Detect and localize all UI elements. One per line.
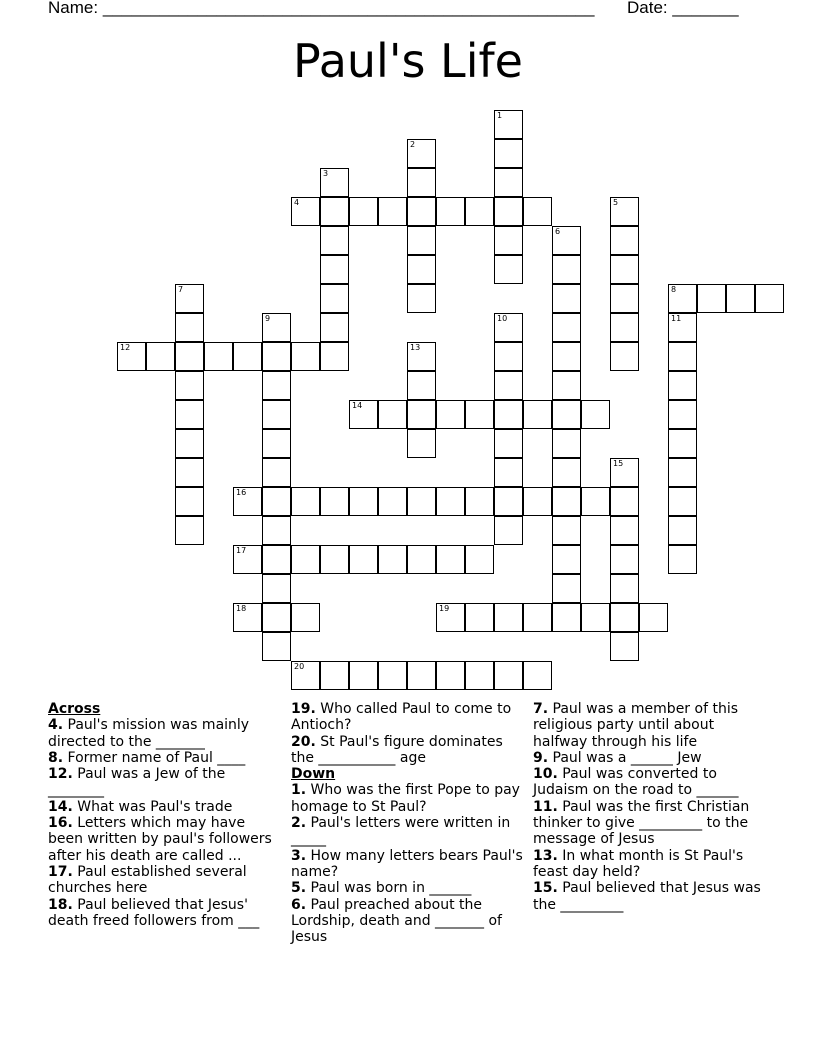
grid-cell[interactable] <box>494 487 523 516</box>
clue-item-number: 2. <box>291 815 307 832</box>
grid-cell[interactable] <box>175 284 204 313</box>
grid-cell[interactable] <box>610 545 639 574</box>
grid-cell[interactable] <box>581 487 610 516</box>
grid-cell[interactable] <box>175 342 204 371</box>
grid-cell[interactable] <box>639 603 668 632</box>
clue-item <box>533 750 769 766</box>
clue-number: 2 <box>410 140 416 149</box>
grid-cell[interactable] <box>407 168 436 197</box>
grid-cell[interactable] <box>668 545 697 574</box>
grid-cell[interactable] <box>465 197 494 226</box>
clue-item <box>291 880 527 896</box>
clue-number: 8 <box>671 285 677 294</box>
clue-item-text: Paul believed that Jesus' death freed followers from ___ <box>48 896 260 929</box>
grid-cell[interactable] <box>175 487 204 516</box>
grid-cell[interactable] <box>668 516 697 545</box>
grid-cell[interactable] <box>291 545 320 574</box>
grid-cell[interactable] <box>320 255 349 284</box>
grid-cell[interactable] <box>697 284 726 313</box>
grid-cell[interactable] <box>262 487 291 516</box>
grid-cell[interactable] <box>552 429 581 458</box>
grid-cell[interactable] <box>262 400 291 429</box>
grid-cell[interactable] <box>407 661 436 690</box>
grid-cell[interactable] <box>494 342 523 371</box>
clue-item-number: 14. <box>48 798 73 815</box>
grid-cell[interactable] <box>668 429 697 458</box>
grid-cell[interactable] <box>407 226 436 255</box>
grid-cell[interactable] <box>262 342 291 371</box>
grid-cell[interactable] <box>291 661 320 690</box>
page-title: Paul's Life <box>293 34 523 88</box>
clue-item-number: 10. <box>533 766 558 783</box>
grid-cell[interactable] <box>233 342 262 371</box>
grid-cell[interactable] <box>552 284 581 313</box>
clue-item-number: 6. <box>291 896 307 913</box>
grid-cell[interactable] <box>349 400 378 429</box>
grid-cell[interactable] <box>204 342 233 371</box>
grid-cell[interactable] <box>552 487 581 516</box>
grid-cell[interactable] <box>407 429 436 458</box>
grid-cell[interactable] <box>610 197 639 226</box>
grid-cell[interactable] <box>494 661 523 690</box>
grid-cell[interactable] <box>407 545 436 574</box>
grid-cell[interactable] <box>407 400 436 429</box>
name-line[interactable]: ____________________________________________________ <box>102 0 595 17</box>
clue-number: 20 <box>294 662 305 671</box>
grid-cell[interactable] <box>494 226 523 255</box>
grid-cell[interactable] <box>378 661 407 690</box>
grid-cell[interactable] <box>436 603 465 632</box>
grid-cell[interactable] <box>349 487 378 516</box>
clue-number: 3 <box>323 169 329 178</box>
clue-item-number: 7. <box>533 701 549 717</box>
grid-cell[interactable] <box>465 487 494 516</box>
grid-cell[interactable] <box>610 487 639 516</box>
clue-item-text: Paul was a ______ Jew <box>548 749 702 766</box>
clue-item-text: Paul established several churches here <box>48 863 247 897</box>
grid-cell[interactable] <box>117 342 146 371</box>
grid-cell[interactable] <box>291 342 320 371</box>
clue-item-text: Paul's mission was mainly directed to the _______ <box>48 717 250 750</box>
clue-item <box>291 815 527 848</box>
clue-item <box>48 766 284 799</box>
clue-number: 5 <box>613 198 619 207</box>
grid-cell[interactable] <box>407 197 436 226</box>
clue-item <box>48 750 284 766</box>
clue-item-text: Paul was born in ______ <box>306 880 472 897</box>
clue-number: 12 <box>120 343 131 352</box>
grid-cell[interactable] <box>262 313 291 342</box>
clue-item <box>48 815 284 864</box>
grid-cell[interactable] <box>610 342 639 371</box>
date-label: Date: <box>627 0 668 17</box>
grid-cell[interactable] <box>552 313 581 342</box>
grid-cell[interactable] <box>436 400 465 429</box>
grid-cell[interactable] <box>523 661 552 690</box>
grid-cell[interactable] <box>494 139 523 168</box>
grid-cell[interactable] <box>494 110 523 139</box>
clue-item-text: Paul was converted to Judaism on the road to ______ <box>533 766 739 799</box>
clue-item-text: Paul was the first Christian thinker to give _________ to the message of Jesus <box>533 798 750 848</box>
clue-item-text: Former name of Paul ____ <box>63 749 246 766</box>
grid-cell[interactable] <box>262 545 291 574</box>
grid-cell[interactable] <box>320 168 349 197</box>
clue-item-text: Who was the first Pope to pay homage to St Paul? <box>291 782 520 815</box>
grid-cell[interactable] <box>320 487 349 516</box>
clue-number: 11 <box>671 314 682 323</box>
grid-cell[interactable] <box>523 487 552 516</box>
grid-cell[interactable] <box>465 603 494 632</box>
grid-cell[interactable] <box>262 632 291 661</box>
grid-cell[interactable] <box>175 516 204 545</box>
grid-cell[interactable] <box>262 603 291 632</box>
clue-item <box>48 897 284 930</box>
grid-cell[interactable] <box>552 255 581 284</box>
clue-item-number: 19. <box>291 701 316 717</box>
grid-cell[interactable] <box>552 226 581 255</box>
grid-cell[interactable] <box>291 603 320 632</box>
clue-item <box>533 848 769 881</box>
clue-number: 9 <box>265 314 271 323</box>
grid-cell[interactable] <box>291 197 320 226</box>
grid-cell[interactable] <box>610 516 639 545</box>
grid-cell[interactable] <box>552 400 581 429</box>
grid-cell[interactable] <box>581 400 610 429</box>
clue-item <box>291 848 527 881</box>
clue-item-number: 9. <box>533 749 549 766</box>
grid-cell[interactable] <box>320 226 349 255</box>
clue-item <box>291 782 527 815</box>
grid-cell[interactable] <box>349 197 378 226</box>
grid-cell[interactable] <box>668 371 697 400</box>
clue-item-text: Paul preached about the Lordship, death and _______ of Jesus <box>291 896 502 946</box>
clue-item-text: How many letters bears Paul's name? <box>291 847 523 880</box>
clue-number: 13 <box>410 343 421 352</box>
grid-cell[interactable] <box>465 400 494 429</box>
grid-cell[interactable] <box>494 400 523 429</box>
grid-cell[interactable] <box>581 603 610 632</box>
clue-number: 14 <box>352 401 363 410</box>
grid-cell[interactable] <box>523 400 552 429</box>
clue-column-2 <box>291 701 527 945</box>
clue-column-1 <box>48 701 284 929</box>
clue-item <box>291 734 527 767</box>
grid-cell[interactable] <box>552 371 581 400</box>
grid-cell[interactable] <box>320 661 349 690</box>
clue-column-3 <box>533 701 769 913</box>
grid-cell[interactable] <box>233 603 262 632</box>
clue-item-text: Paul's letters were written in _____ <box>291 815 511 848</box>
grid-cell[interactable] <box>494 603 523 632</box>
clue-item-number: 11. <box>533 798 558 815</box>
grid-cell[interactable] <box>755 284 784 313</box>
grid-cell[interactable] <box>378 197 407 226</box>
grid-cell[interactable] <box>407 284 436 313</box>
grid-cell[interactable] <box>407 371 436 400</box>
grid-cell[interactable] <box>552 574 581 603</box>
grid-cell[interactable] <box>668 400 697 429</box>
grid-cell[interactable] <box>407 139 436 168</box>
grid-cell[interactable] <box>668 342 697 371</box>
grid-cell[interactable] <box>378 400 407 429</box>
clue-item-number: 3. <box>291 847 307 864</box>
grid-cell[interactable] <box>175 429 204 458</box>
clue-item-number: 8. <box>48 749 64 766</box>
clue-item <box>533 799 769 848</box>
clue-item <box>48 864 284 897</box>
grid-cell[interactable] <box>320 545 349 574</box>
clue-number: 7 <box>178 285 184 294</box>
clue-item-number: 1. <box>291 782 307 799</box>
grid-cell[interactable] <box>465 661 494 690</box>
grid-cell[interactable] <box>494 516 523 545</box>
clue-item-number: 16. <box>48 815 73 832</box>
grid-cell[interactable] <box>378 487 407 516</box>
clue-item-number: 4. <box>48 717 64 734</box>
clue-item-number: 20. <box>291 733 316 750</box>
clue-number: 19 <box>439 604 450 613</box>
clue-item <box>291 701 527 734</box>
grid-cell[interactable] <box>668 487 697 516</box>
clue-item-number: 18. <box>48 896 73 913</box>
grid-cell[interactable] <box>610 574 639 603</box>
grid-cell[interactable] <box>320 342 349 371</box>
grid-cell[interactable] <box>291 487 320 516</box>
clue-item-text: Paul was a member of this religious party until about halfway through his life <box>533 701 739 750</box>
grid-cell[interactable] <box>349 661 378 690</box>
clue-number: 15 <box>613 459 624 468</box>
grid-cell[interactable] <box>233 545 262 574</box>
clue-item-number: 5. <box>291 880 307 897</box>
clue-item <box>533 880 769 913</box>
grid-cell[interactable] <box>610 255 639 284</box>
grid-cell[interactable] <box>175 458 204 487</box>
grid-cell[interactable] <box>407 487 436 516</box>
clue-number: 6 <box>555 227 561 236</box>
clue-item <box>48 799 284 815</box>
grid-cell[interactable] <box>262 516 291 545</box>
clue-item-number: 17. <box>48 863 73 880</box>
clue-number: 18 <box>236 604 247 613</box>
grid-cell[interactable] <box>175 400 204 429</box>
clue-item <box>48 717 284 750</box>
grid-cell[interactable] <box>610 226 639 255</box>
grid-cell[interactable] <box>552 516 581 545</box>
grid-cell[interactable] <box>175 371 204 400</box>
clue-heading: Across <box>48 701 101 717</box>
grid-cell[interactable] <box>523 603 552 632</box>
grid-cell[interactable] <box>349 545 378 574</box>
clue-number: 16 <box>236 488 247 497</box>
grid-cell[interactable] <box>436 197 465 226</box>
grid-cell[interactable] <box>262 458 291 487</box>
grid-cell[interactable] <box>320 284 349 313</box>
grid-cell[interactable] <box>320 197 349 226</box>
date-line[interactable]: _______ <box>672 0 739 17</box>
clue-item-text: Letters which may have been written by paul's followers after his death are called ... <box>48 815 272 864</box>
name-label: Name: <box>48 0 99 17</box>
grid-cell[interactable] <box>552 603 581 632</box>
grid-cell[interactable] <box>610 458 639 487</box>
grid-cell[interactable] <box>668 284 697 313</box>
grid-cell[interactable] <box>436 545 465 574</box>
grid-cell[interactable] <box>407 342 436 371</box>
grid-cell[interactable] <box>465 545 494 574</box>
grid-cell[interactable] <box>146 342 175 371</box>
grid-cell[interactable] <box>610 603 639 632</box>
clue-item-text: Who called Paul to come to Antioch? <box>291 701 512 734</box>
grid-cell[interactable] <box>494 371 523 400</box>
grid-cell[interactable] <box>262 371 291 400</box>
clue-item-number: 12. <box>48 766 73 783</box>
clue-number: 17 <box>236 546 247 555</box>
clue-item-text: Paul believed that Jesus was the _________ <box>533 880 761 913</box>
grid-cell[interactable] <box>552 342 581 371</box>
grid-cell[interactable] <box>668 458 697 487</box>
clue-number: 4 <box>294 198 300 207</box>
grid-cell[interactable] <box>494 458 523 487</box>
grid-cell[interactable] <box>494 255 523 284</box>
clue-item-text: What was Paul's trade <box>72 798 233 815</box>
grid-cell[interactable] <box>552 545 581 574</box>
clue-number: 10 <box>497 314 508 323</box>
grid-cell[interactable] <box>436 661 465 690</box>
grid-cell[interactable] <box>494 429 523 458</box>
grid-cell[interactable] <box>262 429 291 458</box>
grid-cell[interactable] <box>610 632 639 661</box>
grid-cell[interactable] <box>407 255 436 284</box>
clue-heading: Down <box>291 766 336 783</box>
clue-number: 1 <box>497 111 503 120</box>
clue-item-number: 15. <box>533 880 558 897</box>
grid-cell[interactable] <box>523 197 552 226</box>
grid-cell[interactable] <box>610 313 639 342</box>
grid-cell[interactable] <box>436 487 465 516</box>
grid-cell[interactable] <box>175 313 204 342</box>
clue-item-text: St Paul's figure dominates the ___________ age <box>291 733 503 766</box>
clue-item <box>533 701 769 750</box>
grid-cell[interactable] <box>494 168 523 197</box>
grid-cell[interactable] <box>552 458 581 487</box>
grid-cell[interactable] <box>494 197 523 226</box>
grid-cell[interactable] <box>726 284 755 313</box>
grid-cell[interactable] <box>610 284 639 313</box>
clue-item-number: 13. <box>533 847 558 864</box>
grid-cell[interactable] <box>262 574 291 603</box>
grid-cell[interactable] <box>378 545 407 574</box>
clue-item <box>291 897 527 946</box>
grid-cell[interactable] <box>320 313 349 342</box>
grid-cell[interactable] <box>233 487 262 516</box>
grid-cell[interactable] <box>494 313 523 342</box>
clue-item-text: In what month is St Paul's feast day held? <box>533 847 744 880</box>
clue-item-text: Paul was a Jew of the ________ <box>48 766 226 799</box>
grid-cell[interactable] <box>668 313 697 342</box>
clue-item <box>533 766 769 799</box>
